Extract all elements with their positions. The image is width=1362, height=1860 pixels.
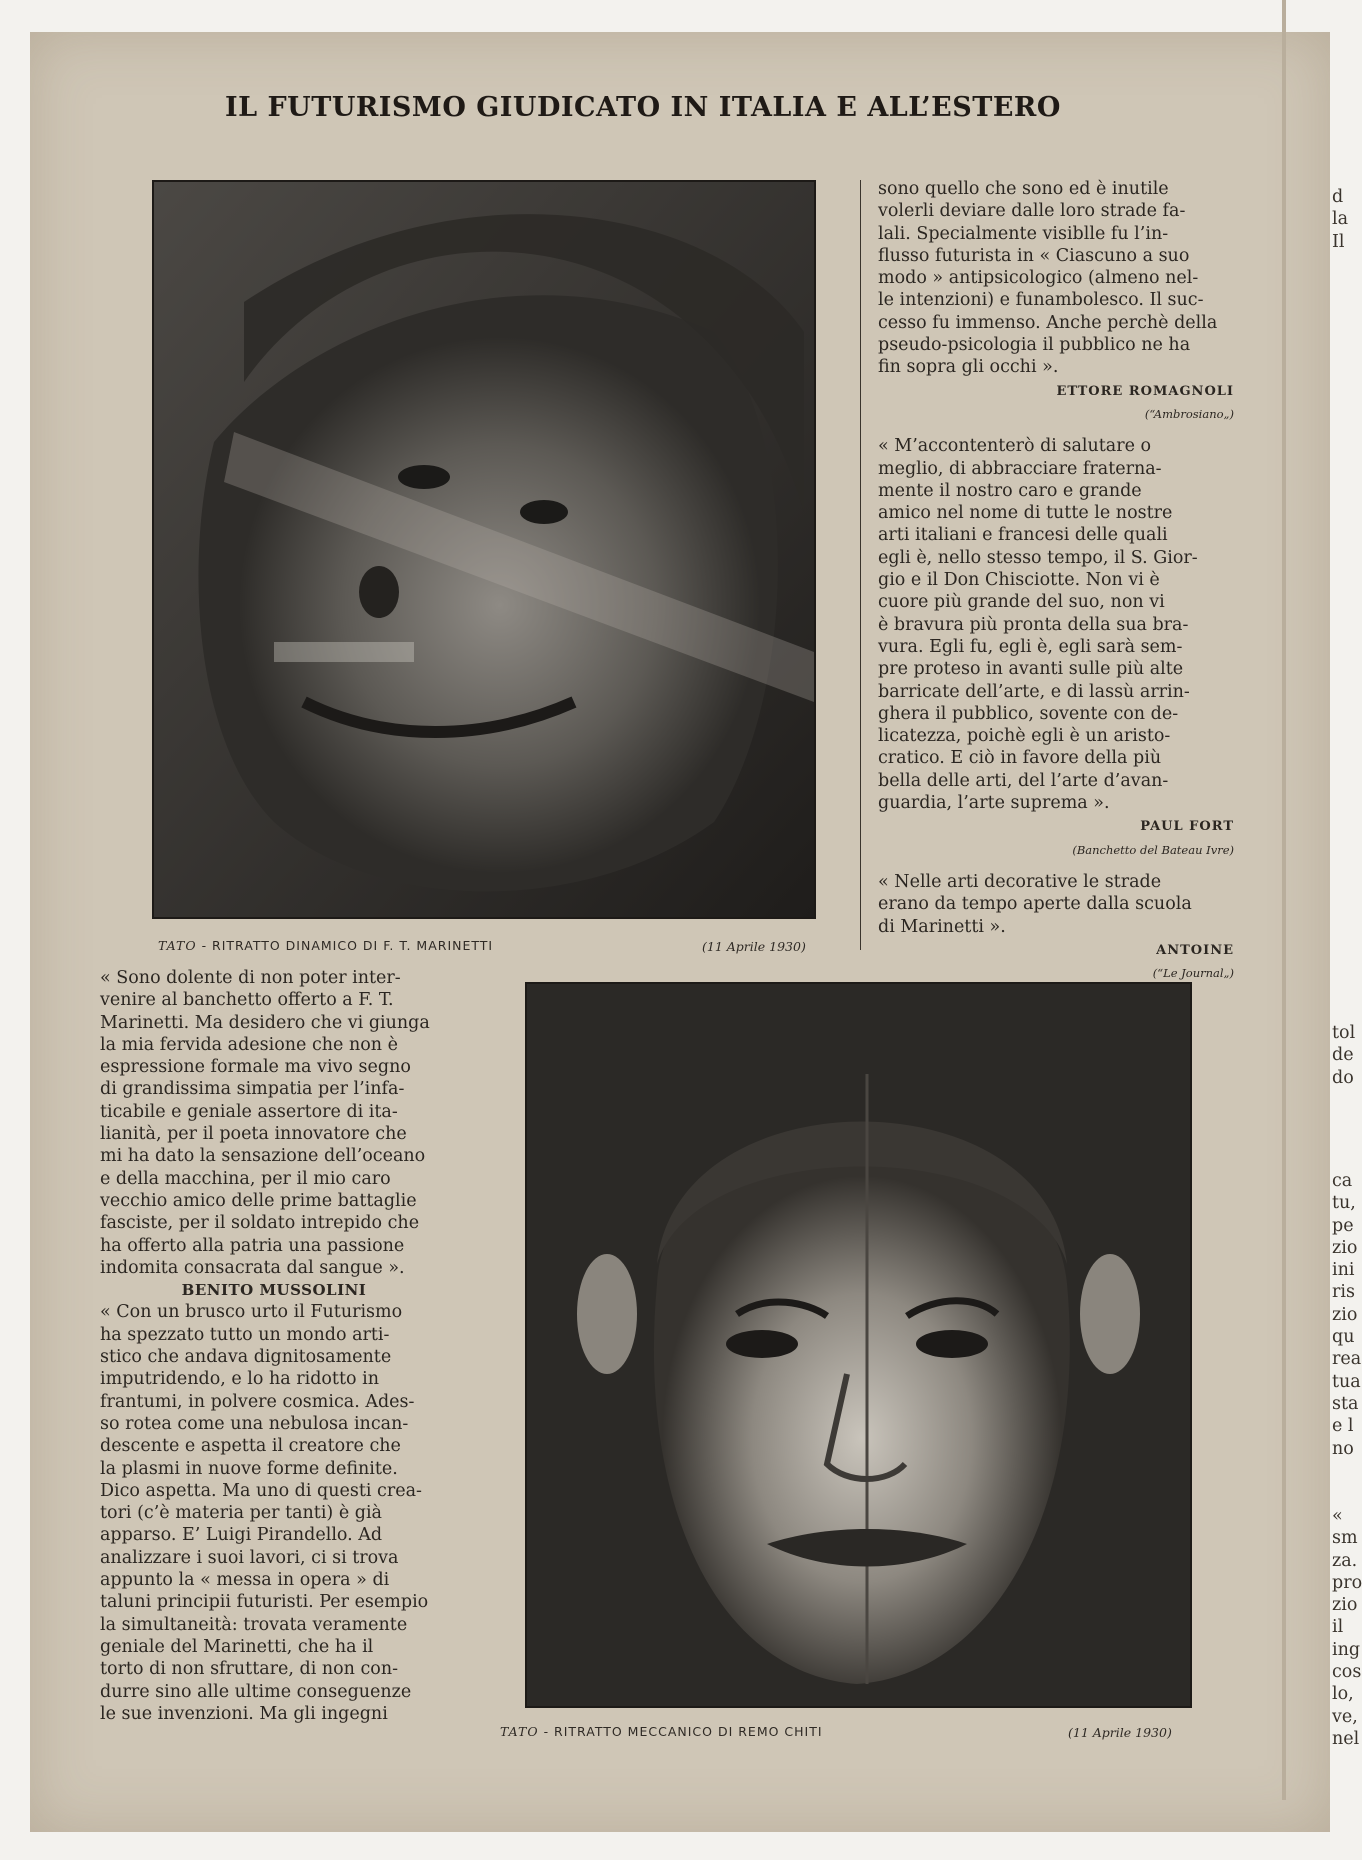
caption-author: TATO bbox=[158, 938, 197, 953]
column-rule bbox=[860, 180, 861, 950]
edge-fragment-lower: ca tu, pe zio ini ris zio qu rea tua sta e l no bbox=[1332, 1171, 1362, 1459]
portrait-mechanical-image bbox=[527, 984, 1190, 1706]
caption-title: - RITRATTO DINAMICO DI F. T. MARINETTI bbox=[196, 938, 494, 953]
caption-author: TATO bbox=[500, 1724, 539, 1739]
quote-paul-fort: « M’accontenterò di salutare o meglio, di abbracciare fraterna- mente il nostro caro e grande amico nel nome di tutte le nostre arti italiani e francesi delle quali egli è, nello stesso tempo, il S. Gior- gio e il Don Chisciotte. Non vi è cuore più grande del suo, non vi è bravura più pronta della sua bra- vura. Egli fu, egli è, egli sarà sem- pre proteso in avanti sulle più alte barricate dell’arte, e di lassù arrin- ghera il pubblico, sovente con de- licatezza, poichè egli è un aristo- cratico. E ciò in favore della più bella delle arti, del l’arte d’avan- guardia, l’arte suprema ». bbox=[878, 436, 1198, 814]
quote-romagnoli: sono quello che sono ed è inutile volerli deviare dalle loro strade fa- lali. Specialmente visiblle fu l’in- flusso futurista in « Ciascuno a suo modo » antipsicologico (almeno nel- le intenzioni) e funambolesco. Il suc- cesso fu immenso. Anche perchè della pseudo-psicologia il pubblico ne ha fin sopra gli occhi ». bbox=[878, 179, 1218, 378]
photo-chiti-date: (11 Aprile 1930) bbox=[1068, 1725, 1172, 1740]
photo-marinetti-caption bbox=[158, 938, 493, 953]
source-romagnoli: (“Ambrosiano„) bbox=[1144, 406, 1234, 421]
quote-futurismo-pirandello: « Con un brusco urto il Futurismo ha spezzato tutto un mondo arti- stico che andava dignitosamente imputridendo, e lo ha ridotto in frantumi, in polvere cosmica. Ades- so rotea come una nebulosa incan- descente e aspetta il creatore che la plasmi in nuove forme definite. Dico aspetta. Ma uno di questi crea- tori (c’è materia per tanti) è già apparso. E’ Luigi Pirandello. Ad analizzare i suoi lavori, ci si trova appunto la « messa in opera » di taluni principii futuristi. Per esempio la simultaneità: trovata veramente geniale del Marinetti, che ha il torto di non sfruttare, di non con- durre sino alle ultime conseguenze le sue invenzioni. Ma gli ingegni bbox=[100, 1302, 429, 1724]
source-antoine: (“Le Journal„) bbox=[1152, 966, 1234, 981]
photo-marinetti-date: (11 Aprile 1930) bbox=[702, 939, 806, 954]
signature-paul-fort: PAUL FORT bbox=[1140, 819, 1234, 835]
signature-mussolini: BENITO MUSSOLINI bbox=[181, 1281, 367, 1300]
right-column bbox=[878, 178, 1234, 994]
photo-chiti-portrait bbox=[525, 982, 1192, 1708]
quote-antoine: « Nelle arti decorative le strade erano da tempo aperte dalla scuola di Marinetti ». bbox=[878, 871, 1192, 937]
signature-antoine: ANTOINE bbox=[1156, 942, 1234, 958]
caption-title: - RITRATTO MECCANICO DI REMO CHITI bbox=[538, 1724, 823, 1739]
signature-romagnoli: ETTORE ROMAGNOLI bbox=[1056, 383, 1234, 399]
edge-fragment-middle: tol de do bbox=[1332, 1023, 1356, 1088]
left-column bbox=[100, 967, 448, 1725]
portrait-dynamic-image bbox=[154, 182, 814, 917]
photo-marinetti-portrait bbox=[152, 180, 816, 919]
quote-mussolini: « Sono dolente di non poter inter- venire al banchetto offerto a F. T. Marinetti. Ma desidero che vi giunga la mia fervida adesione che non è espressione formale ma vivo segno di grandissima simpatia per l’infa- ticabile e geniale assertore di ita- lianità, per il poeta innovatore che mi ha dato la sensazione dell’oceano e della macchina, per il mio caro vecchio amico delle prime battaglie fasciste, per il soldato intrepido che ha offerto alla patria una passione indomita consacrata dal sangue ». bbox=[100, 968, 430, 1278]
source-paul-fort: (Banchetto del Bateau Ivre) bbox=[1072, 842, 1234, 857]
photo-chiti-caption bbox=[500, 1724, 823, 1739]
headline: IL FUTURISMO GIUDICATO IN ITALIA E ALL’ESTERO bbox=[225, 92, 1061, 123]
edge-fragment-top: d la Il bbox=[1332, 187, 1349, 252]
page-fold bbox=[1282, 0, 1286, 1800]
edge-fragment-bottom: « sm za. pro zio il ing cos lo, ve, nel bbox=[1332, 1506, 1362, 1749]
